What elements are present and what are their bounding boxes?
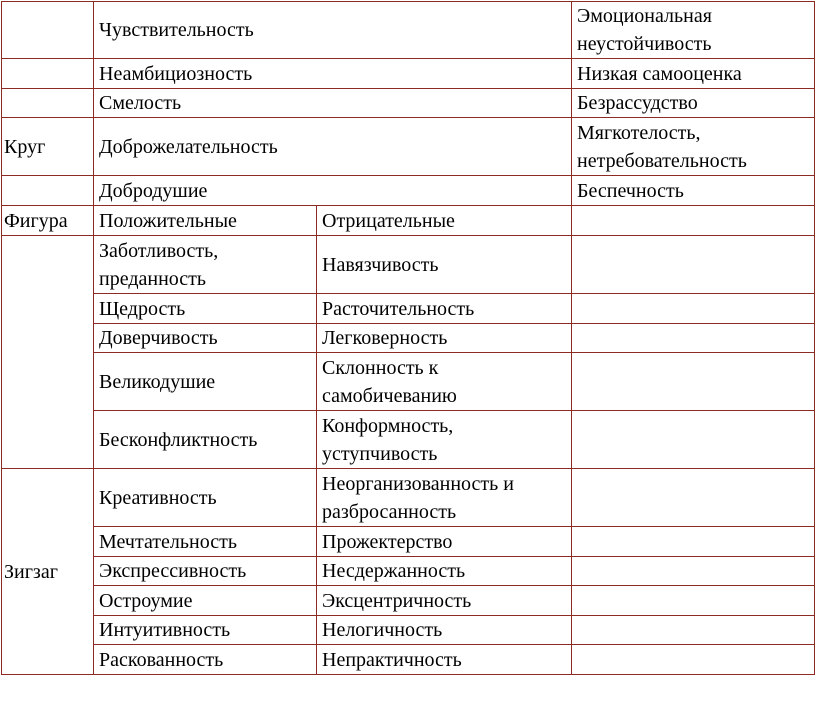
header-row [2,206,815,236]
positive-cell: Мечтательность [94,527,317,557]
empty-cell [572,353,815,411]
empty-cell [572,527,815,557]
negative-cell: Безрассудство [572,89,815,118]
table-row [2,353,815,411]
negative-cell: Конформность, уступчивость [317,411,572,469]
positive-cell: Экспрессивность [94,557,317,586]
table-row [2,324,815,353]
header-figure: Фигура [2,206,94,236]
negative-cell: Прожектерство [317,527,572,557]
negative-cell: Склонность к самобичеванию [317,353,572,411]
negative-cell: Непрактичность [317,645,572,675]
figure-cell [2,2,94,59]
figure-cell [2,59,94,89]
table-row [2,294,815,324]
positive-cell: Щедрость [94,294,317,324]
header-negative: Отрицательные [317,206,572,236]
negative-cell: Расточительность [317,294,572,324]
negative-cell: Эксцентричность [317,586,572,616]
positive-cell: Доверчивость [94,324,317,353]
positive-cell: Интуитивность [94,616,317,645]
table-row [2,411,815,469]
table-row [2,645,815,675]
header-extra [572,206,815,236]
table-row [2,557,815,586]
figure-cell [2,89,94,118]
table-row [2,59,815,89]
negative-cell: Беспечность [572,176,815,206]
trait-cell: Доброжелательность [94,118,572,176]
empty-cell [572,586,815,616]
figure-cell: Зигзаг [2,469,94,675]
empty-cell [572,324,815,353]
empty-cell [572,645,815,675]
figure-cell: Круг [2,118,94,176]
positive-cell: Остроумие [94,586,317,616]
negative-cell: Нелогичность [317,616,572,645]
table-row [2,469,815,527]
figure-cell [2,176,94,206]
negative-cell: Несдержанность [317,557,572,586]
negative-cell: Эмоциональная неустойчивость [572,2,815,59]
empty-cell [572,469,815,527]
empty-cell [572,236,815,294]
positive-cell: Бесконфликтность [94,411,317,469]
table-row [2,2,815,59]
table-row [2,118,815,176]
positive-cell: Великодушие [94,353,317,411]
empty-cell [572,294,815,324]
trait-cell: Чувствительность [94,2,572,59]
trait-cell: Неамбициозность [94,59,572,89]
table-row [2,176,815,206]
table-row [2,616,815,645]
negative-cell: Навязчивость [317,236,572,294]
table-row [2,586,815,616]
header-positive: Положительные [94,206,317,236]
table-row [2,527,815,557]
negative-cell: Легковерность [317,324,572,353]
empty-cell [572,411,815,469]
positive-cell: Раскованность [94,645,317,675]
negative-cell: Мягкотелость, нетребовательность [572,118,815,176]
negative-cell: Неорганизованность и разбросанность [317,469,572,527]
figure-cell [2,236,94,469]
empty-cell [572,557,815,586]
empty-cell [572,616,815,645]
table-row [2,89,815,118]
trait-cell: Добродушие [94,176,572,206]
table-row [2,236,815,294]
positive-cell: Креативность [94,469,317,527]
negative-cell: Низкая самооценка [572,59,815,89]
traits-table [1,1,815,675]
positive-cell: Заботливость, преданность [94,236,317,294]
trait-cell: Смелость [94,89,572,118]
